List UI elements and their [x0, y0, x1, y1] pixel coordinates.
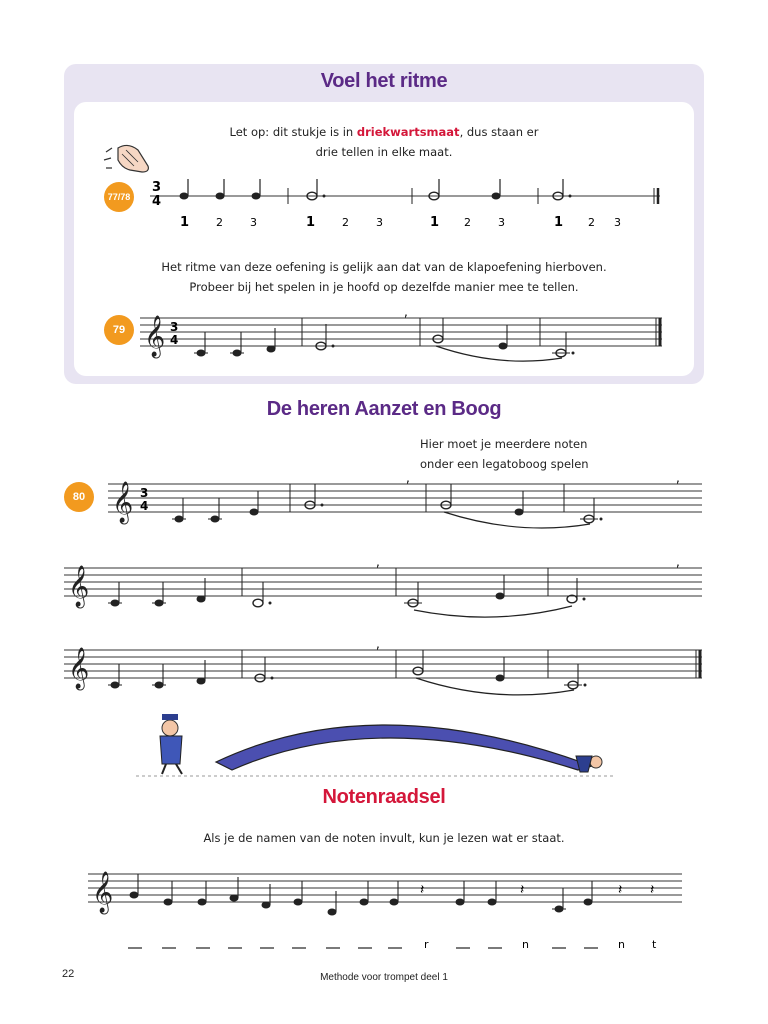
- section-title-voel-het-ritme: Voel het ritme: [320, 70, 448, 92]
- music-note: [111, 582, 120, 607]
- rhythm-note: [252, 179, 261, 200]
- music-note: [130, 874, 139, 899]
- music-note: [197, 332, 206, 357]
- rhythm-note: [180, 179, 189, 200]
- music-note: [496, 575, 505, 600]
- music-staff-80-line-2: [64, 558, 708, 618]
- count-label: 1: [430, 215, 440, 230]
- page-number: 22: [62, 968, 75, 980]
- treble-clef-icon: 𝄞: [112, 482, 134, 523]
- rhythm-staff: [140, 176, 670, 236]
- answer-letter: t: [652, 938, 657, 951]
- section-title-notenraadsel: Notenraadsel: [322, 786, 446, 808]
- music-note: [496, 657, 505, 682]
- treble-clef-icon: 𝄞: [68, 566, 90, 607]
- music-staff-79: [140, 308, 670, 368]
- rhythm-note: [307, 179, 326, 200]
- count-label: 1: [306, 215, 316, 230]
- rest-icon: 𝄽: [618, 882, 623, 898]
- breath-mark-icon: ,: [676, 558, 680, 569]
- time-sig-top: 3: [170, 320, 179, 334]
- count-label: 3: [376, 216, 383, 229]
- rhythm-note: [429, 179, 439, 200]
- music-note: [294, 881, 303, 906]
- music-staff-puzzle: [88, 864, 688, 924]
- time-sig-top: 3: [140, 486, 149, 500]
- music-note: [456, 881, 465, 906]
- slur: [414, 606, 572, 617]
- exercise-badge-80: 80: [64, 482, 94, 512]
- breath-mark-icon: ,: [376, 640, 380, 651]
- treble-clef-icon: 𝄞: [68, 648, 90, 689]
- slur: [436, 346, 562, 361]
- breath-mark-icon: ,: [406, 474, 410, 485]
- time-sig-bottom: 4: [152, 194, 162, 209]
- count-label: 2: [342, 216, 349, 229]
- music-staff-80-line-1: [108, 474, 708, 534]
- count-label: 3: [614, 216, 621, 229]
- answer-letter: n: [522, 938, 529, 951]
- music-staff-80-line-3: [64, 640, 708, 700]
- time-sig-top: 3: [152, 180, 162, 195]
- music-note: [584, 881, 593, 906]
- music-note: [360, 881, 369, 906]
- music-note: [155, 582, 164, 607]
- cartoon-man-icon: [576, 756, 602, 772]
- music-note: [555, 888, 564, 913]
- rest-icon: 𝄽: [420, 882, 425, 898]
- count-label: 2: [464, 216, 471, 229]
- count-label: 3: [250, 216, 257, 229]
- count-label: 1: [554, 215, 564, 230]
- music-note: [175, 498, 184, 523]
- section-title-heren-aanzet-boog: De heren Aanzet en Boog: [266, 398, 502, 420]
- music-note: [488, 881, 497, 906]
- treble-clef-icon: 𝄞: [144, 316, 166, 357]
- music-note: [390, 881, 399, 906]
- music-note: [253, 582, 272, 607]
- cartoon-man-icon: [160, 714, 182, 774]
- legato-note-text: Hier moet je meerdere noten onder een legatoboog spelen: [420, 437, 589, 471]
- exercise-badge-77-78: 77/78: [104, 182, 134, 212]
- footer-book-title: Methode voor trompet deel 1: [320, 972, 448, 983]
- exercise-badge-79: 79: [104, 315, 134, 345]
- music-note: [499, 325, 508, 350]
- rhythm-note: [492, 179, 501, 200]
- music-note: [164, 881, 173, 906]
- clapping-hands-icon: [100, 140, 156, 180]
- cartoon-slur-illustration: [136, 706, 616, 782]
- music-note: [155, 664, 164, 689]
- intro-highlight: driekwartsmaat: [356, 125, 460, 139]
- time-sig-bottom: 4: [140, 499, 149, 513]
- slur-arch-icon: [216, 725, 592, 770]
- rhythm-intro-text: Let op: dit stukje is in driekwartsmaat, dus staan er drie tellen in elke maat.: [229, 125, 539, 159]
- puzzle-instruction: Als je de namen van de noten invult, kun je lezen wat er staat.: [203, 831, 565, 845]
- answer-letter: n: [618, 938, 625, 951]
- music-note: [515, 491, 524, 516]
- treble-clef-icon: 𝄞: [92, 872, 114, 913]
- music-note: [111, 664, 120, 689]
- music-note: [233, 332, 242, 357]
- slur: [416, 678, 574, 695]
- time-sig-bottom: 4: [170, 333, 179, 347]
- rest-icon: 𝄽: [520, 882, 525, 898]
- rhythm-note: [553, 179, 572, 200]
- rest-icon: 𝄽: [650, 882, 655, 898]
- answer-slots: [122, 930, 682, 954]
- breath-mark-icon: ,: [676, 474, 680, 485]
- count-label: 2: [216, 216, 223, 229]
- rhythm-explanation: Het ritme van deze oefening is gelijk aan dat van de klapoefening hierboven. Probeer bij het spelen in je hoofd op dezelfde manier mee te tellen.: [161, 260, 607, 294]
- count-label: 3: [498, 216, 505, 229]
- rhythm-note: [216, 179, 225, 200]
- answer-letter: r: [424, 938, 429, 951]
- breath-mark-icon: ,: [404, 308, 408, 319]
- music-note: [250, 491, 259, 516]
- count-label: 2: [588, 216, 595, 229]
- music-note: [198, 881, 207, 906]
- breath-mark-icon: ,: [376, 558, 380, 569]
- music-note: [211, 498, 220, 523]
- count-label: 1: [180, 215, 190, 230]
